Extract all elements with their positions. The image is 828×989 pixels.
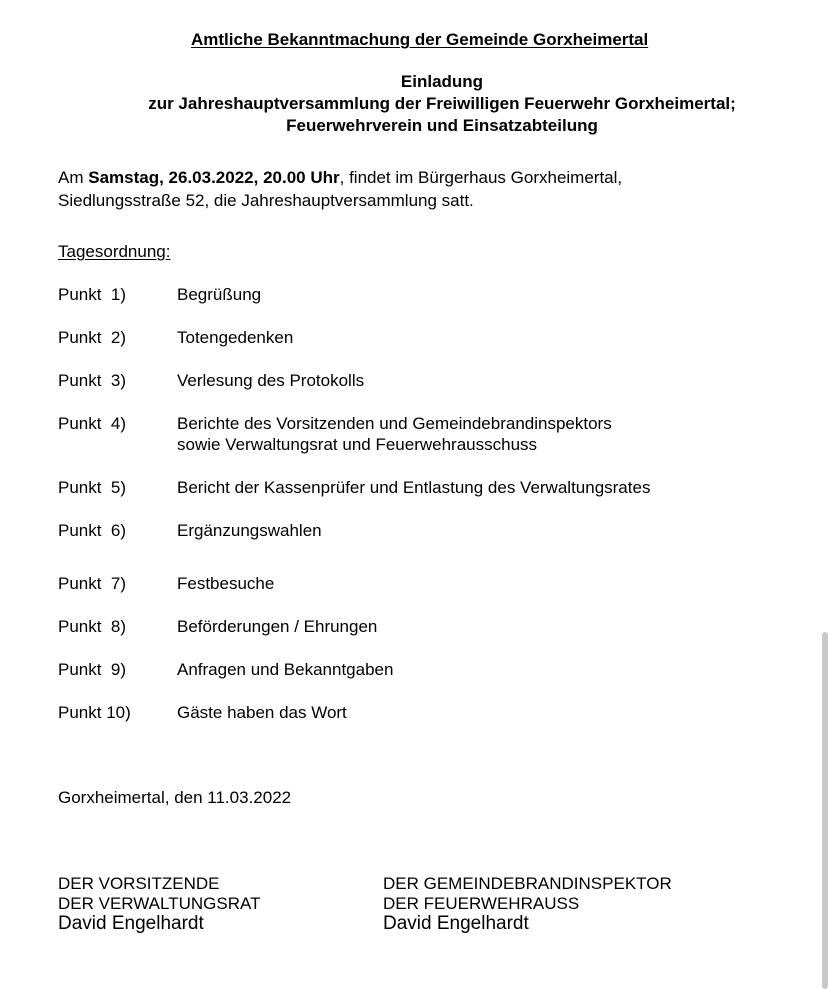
agenda-item-number: Punkt 4) [58,414,127,433]
agenda-item-text-line: Beförderungen / Ehrungen [177,617,378,636]
agenda-item-text [177,284,261,305]
agenda-item-text [177,370,364,391]
document-title: Amtliche Bekanntmachung der Gemeinde Gorxheimertal [191,30,649,49]
agenda-item-text [177,477,650,498]
agenda-item-text [177,520,322,541]
agenda-item-text [177,327,293,348]
signature-title-1: DER VORSITZENDE [58,874,220,893]
signature-name: David Engelhardt [383,913,529,934]
intro-line-2: Siedlungsstraße 52, die Jahreshauptversammlung satt. [58,191,474,210]
vertical-scrollbar[interactable] [822,632,828,989]
agenda-item-text-line: Totengedenken [177,328,294,347]
agenda-item-text-line: Anfragen und Bekanntgaben [177,660,394,679]
agenda-item-text [177,413,612,455]
heading-line-2: zur Jahreshauptversammlung der Freiwilligen Feuerwehr Gorxheimertal; [148,94,736,113]
signature-name: David Engelhardt [58,913,204,934]
agenda-item-text [177,659,393,680]
agenda-item-number: Punkt 2) [58,328,127,347]
agenda-item-number: Punkt 9) [58,660,127,679]
intro-prefix: Am [58,168,89,187]
agenda-item-text-line: Begrüßung [177,285,262,304]
agenda-item-text-line: sowie Verwaltungsrat und Feuerwehrausschuss [177,435,538,454]
agenda-item-text-line: Festbesuche [177,574,275,593]
heading-line-3: Feuerwehrverein und Einsatzabteilung [286,116,598,135]
agenda-item-text-line: Verlesung des Protokolls [177,371,365,390]
signature-title-2: DER VERWALTUNGSRAT [58,894,261,913]
intro-suffix: , findet im Bürgerhaus Gorxheimertal, [339,168,623,187]
heading-line-1: Einladung [400,72,484,91]
agenda-item-text [177,616,377,637]
place-date: Gorxheimertal, den 11.03.2022 [58,788,292,807]
agenda-item-text [177,702,347,723]
agenda-item-text [177,573,274,594]
intro-paragraph [58,166,622,212]
agenda-label: Tagesordnung: [58,242,171,261]
signature-title-1: DER GEMEINDEBRANDINSPEKTOR [383,874,672,893]
agenda-item-number: Punkt 8) [58,617,127,636]
agenda-item-number: Punkt 6) [58,521,127,540]
signature-block-chairman [58,874,260,934]
agenda-item-number: Punkt 7) [58,574,127,593]
signature-block-inspector [383,874,672,934]
intro-date-time: Samstag, 26.03.2022, 20.00 Uhr [88,168,340,187]
agenda-item-text-line: Bericht der Kassenprüfer und Entlastung des Verwaltungsrates [177,478,651,497]
agenda-item-number: Punkt 1) [58,285,127,304]
agenda-item-text-line: Berichte des Vorsitzenden und Gemeindebrandinspektors [177,414,612,433]
signature-title-2: DER FEUERWEHRAUSS [383,894,580,913]
agenda-item-number: Punkt 10) [58,703,131,722]
agenda-item-number: Punkt 3) [58,371,127,390]
agenda-item-number: Punkt 5) [58,478,127,497]
agenda-item-text-line: Ergänzungswahlen [177,521,322,540]
agenda-item-text-line: Gäste haben das Wort [177,703,347,722]
